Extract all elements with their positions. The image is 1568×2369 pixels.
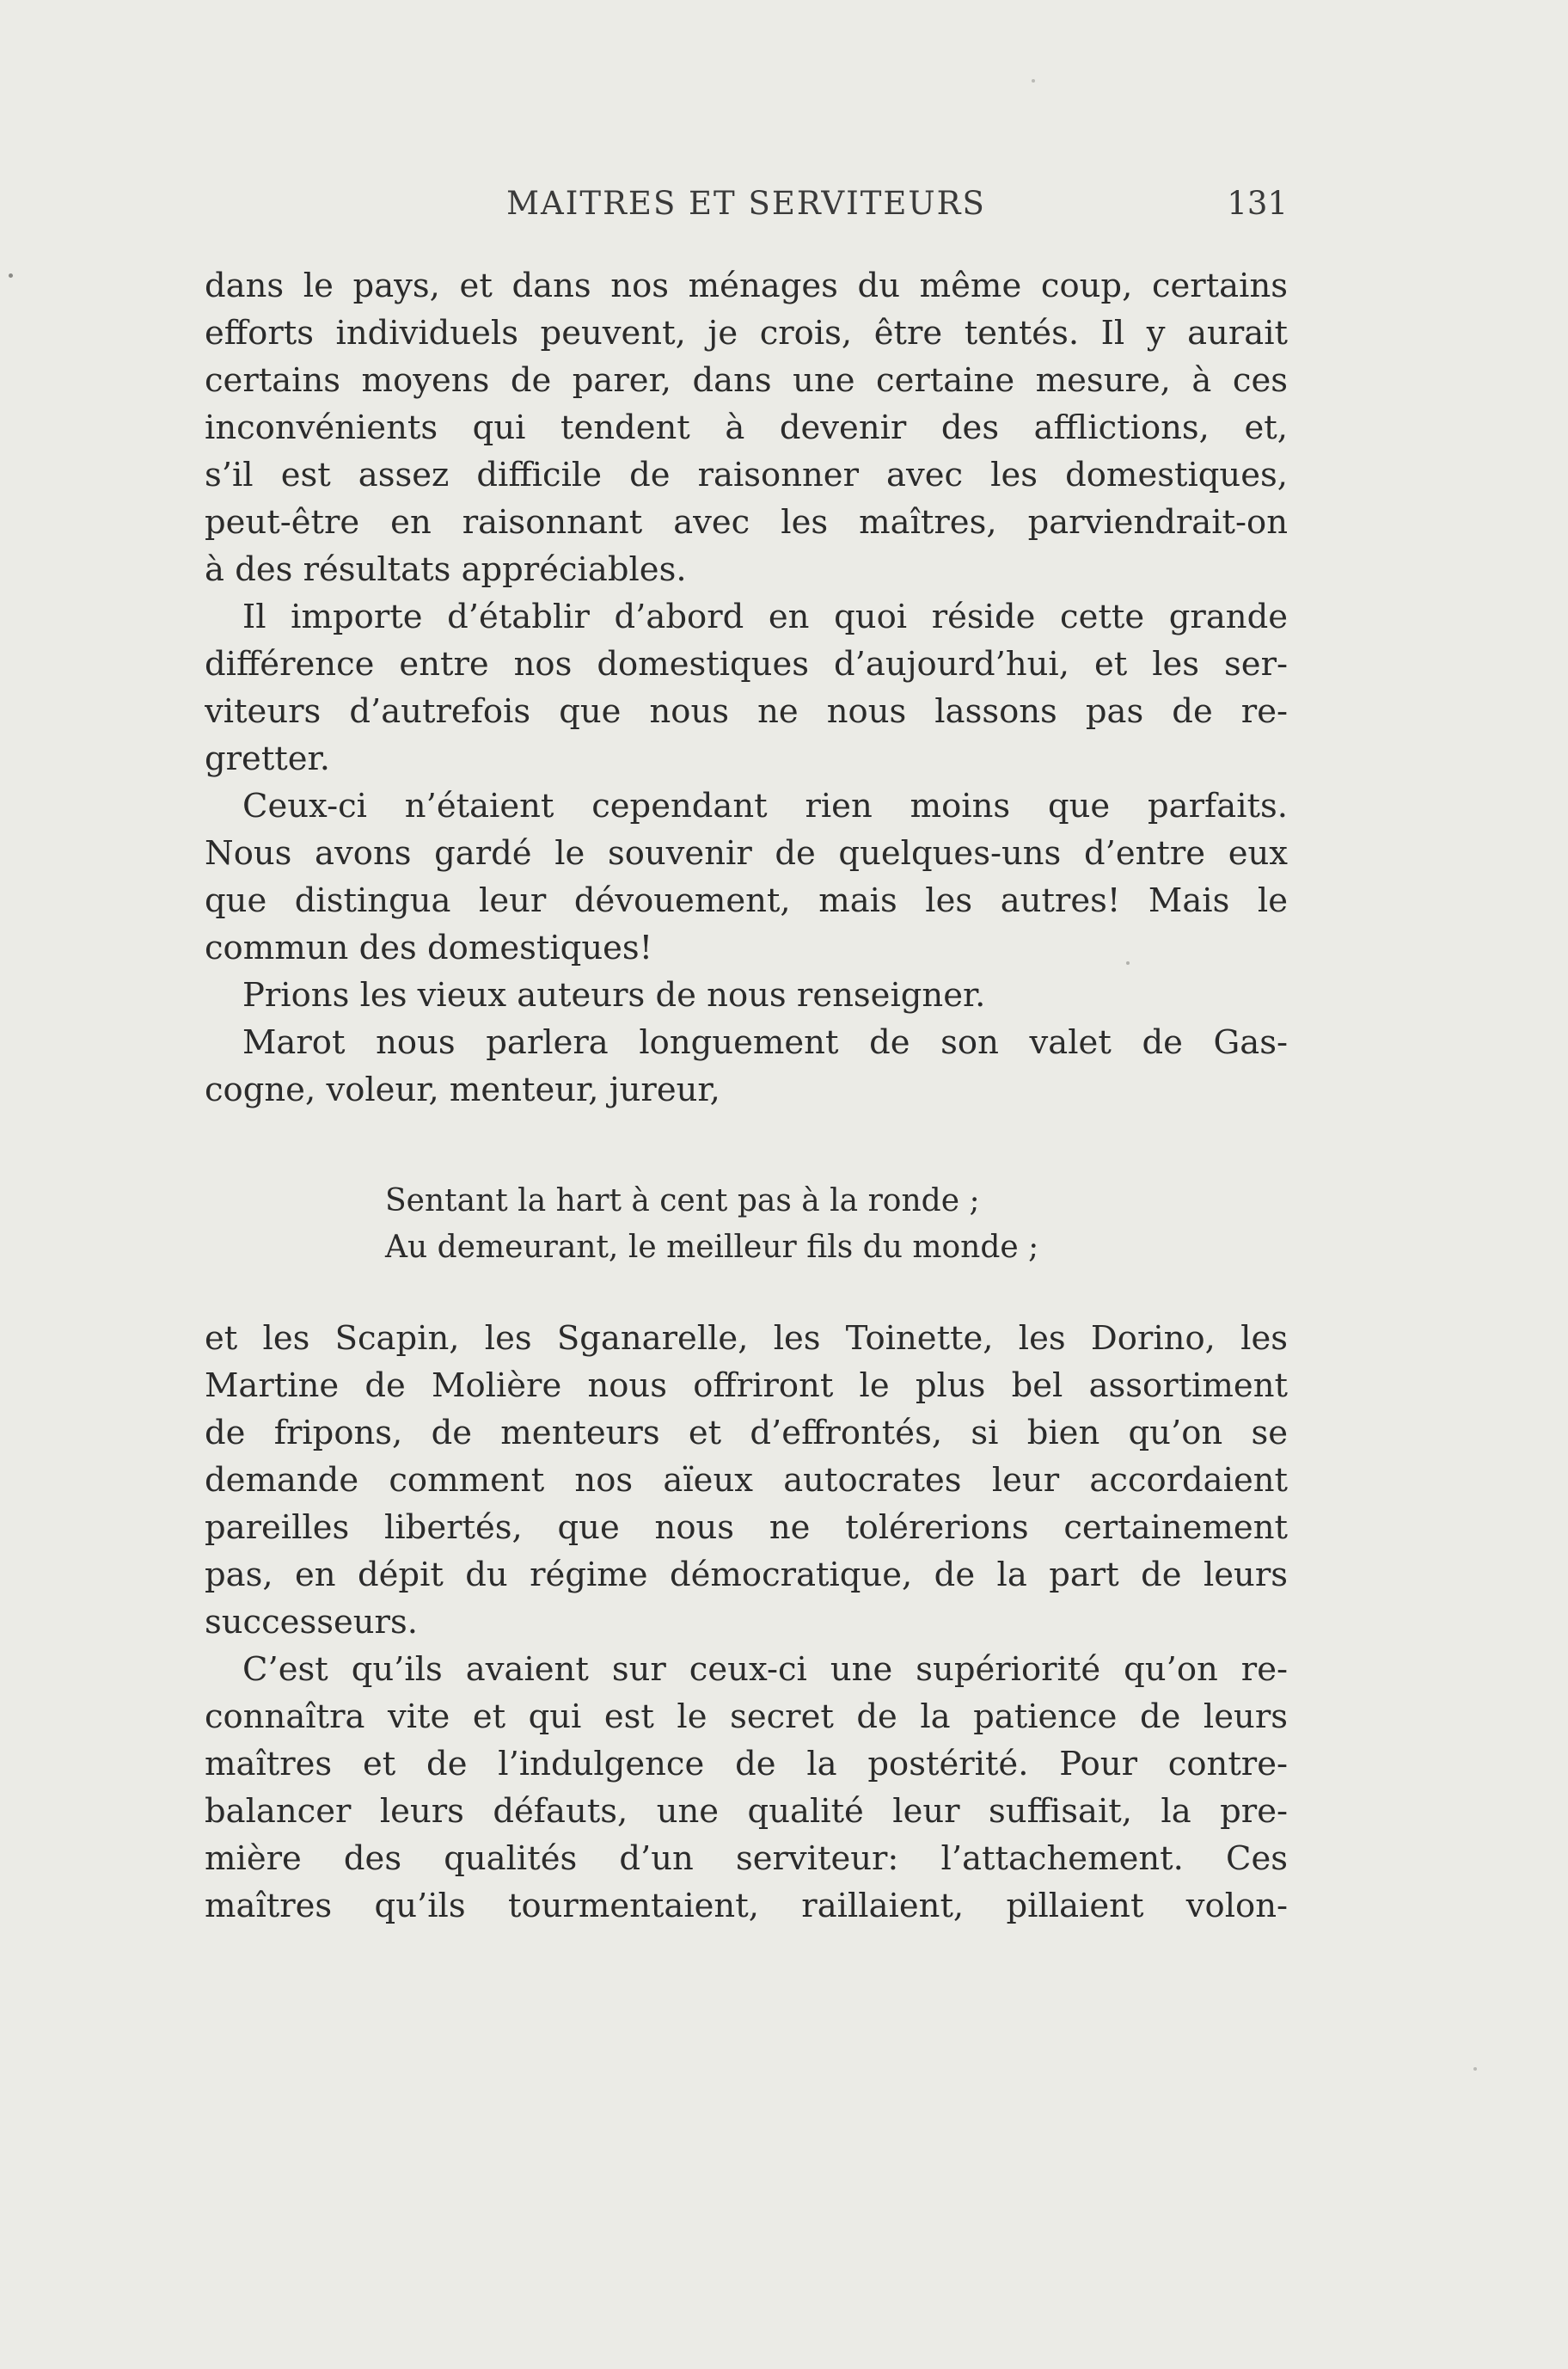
text-line: pas, en dépit du régime démocratique, de la part de leurs <box>205 1556 1288 1594</box>
text-line: Martine de Molière nous offriront le plus bel assortiment <box>205 1366 1288 1405</box>
verse-line: Au demeurant, le meilleur fils du monde ; <box>385 1230 1039 1265</box>
text-line: demande comment nos aïeux autocrates leur accordaient <box>205 1461 1288 1500</box>
text-line: C’est qu’ils avaient sur ceux-ci une supériorité qu’on re- <box>242 1650 1288 1689</box>
scan-speck <box>1032 79 1035 83</box>
text-line: maîtres qu’ils tourmentaient, raillaient, pillaient volon- <box>205 1887 1288 1925</box>
running-title: MAITRES ET SERVITEURS <box>506 185 986 222</box>
scan-speck <box>1126 961 1130 965</box>
text-line: maîtres et de l’indulgence de la postérité. Pour contre- <box>205 1745 1288 1783</box>
text-line: pareilles libertés, que nous ne tolérerions certainement <box>205 1508 1288 1547</box>
scan-speck <box>9 273 13 278</box>
text-line: efforts individuels peuvent, je crois, être tentés. Il y aurait <box>205 314 1288 353</box>
text-line: s’il est assez difficile de raisonner avec les domestiques, <box>205 456 1288 494</box>
text-line: inconvénients qui tendent à devenir des afflictions, et, <box>205 408 1288 447</box>
text-line: commun des domestiques! <box>205 929 653 967</box>
text-line: successeurs. <box>205 1603 418 1642</box>
text-line: cogne, voleur, menteur, jureur, <box>205 1071 720 1109</box>
text-line: certains moyens de parer, dans une certaine mesure, à ces <box>205 361 1288 400</box>
text-line: à des résultats appréciables. <box>205 550 687 589</box>
text-line: gretter. <box>205 740 330 778</box>
scan-speck <box>1473 2067 1477 2071</box>
text-line: que distingua leur dévouement, mais les autres! Mais le <box>205 881 1288 920</box>
text-line: connaîtra vite et qui est le secret de la patience de leurs <box>205 1697 1288 1736</box>
text-line: différence entre nos domestiques d’aujourd’hui, et les ser- <box>205 645 1288 684</box>
page-number: 131 <box>1227 185 1288 222</box>
text-line: dans le pays, et dans nos ménages du même coup, certains <box>205 267 1288 305</box>
text-line: mière des qualités d’un serviteur: l’attachement. Ces <box>205 1839 1288 1878</box>
text-line: de fripons, de menteurs et d’effrontés, si bien qu’on se <box>205 1414 1288 1452</box>
verse-line: Sentant la hart à cent pas à la ronde ; <box>385 1183 980 1218</box>
text-line: peut-être en raisonnant avec les maîtres, parviendrait-on <box>205 503 1288 542</box>
text-line: viteurs d’autrefois que nous ne nous lassons pas de re- <box>205 692 1288 731</box>
text-line: Prions les vieux auteurs de nous renseigner. <box>242 976 986 1015</box>
text-line: Marot nous parlera longuement de son valet de Gas- <box>242 1023 1288 1062</box>
running-header <box>205 185 1288 228</box>
text-line: Nous avons gardé le souvenir de quelques-uns d’entre eux <box>205 834 1288 873</box>
text-line: Ceux-ci n’étaient cependant rien moins que parfaits. <box>242 787 1288 825</box>
text-line: Il importe d’établir d’abord en quoi réside cette grande <box>242 598 1288 636</box>
text-line: et les Scapin, les Sganarelle, les Toinette, les Dorino, les <box>205 1319 1288 1358</box>
text-line: balancer leurs défauts, une qualité leur suffisait, la pre- <box>205 1792 1288 1831</box>
